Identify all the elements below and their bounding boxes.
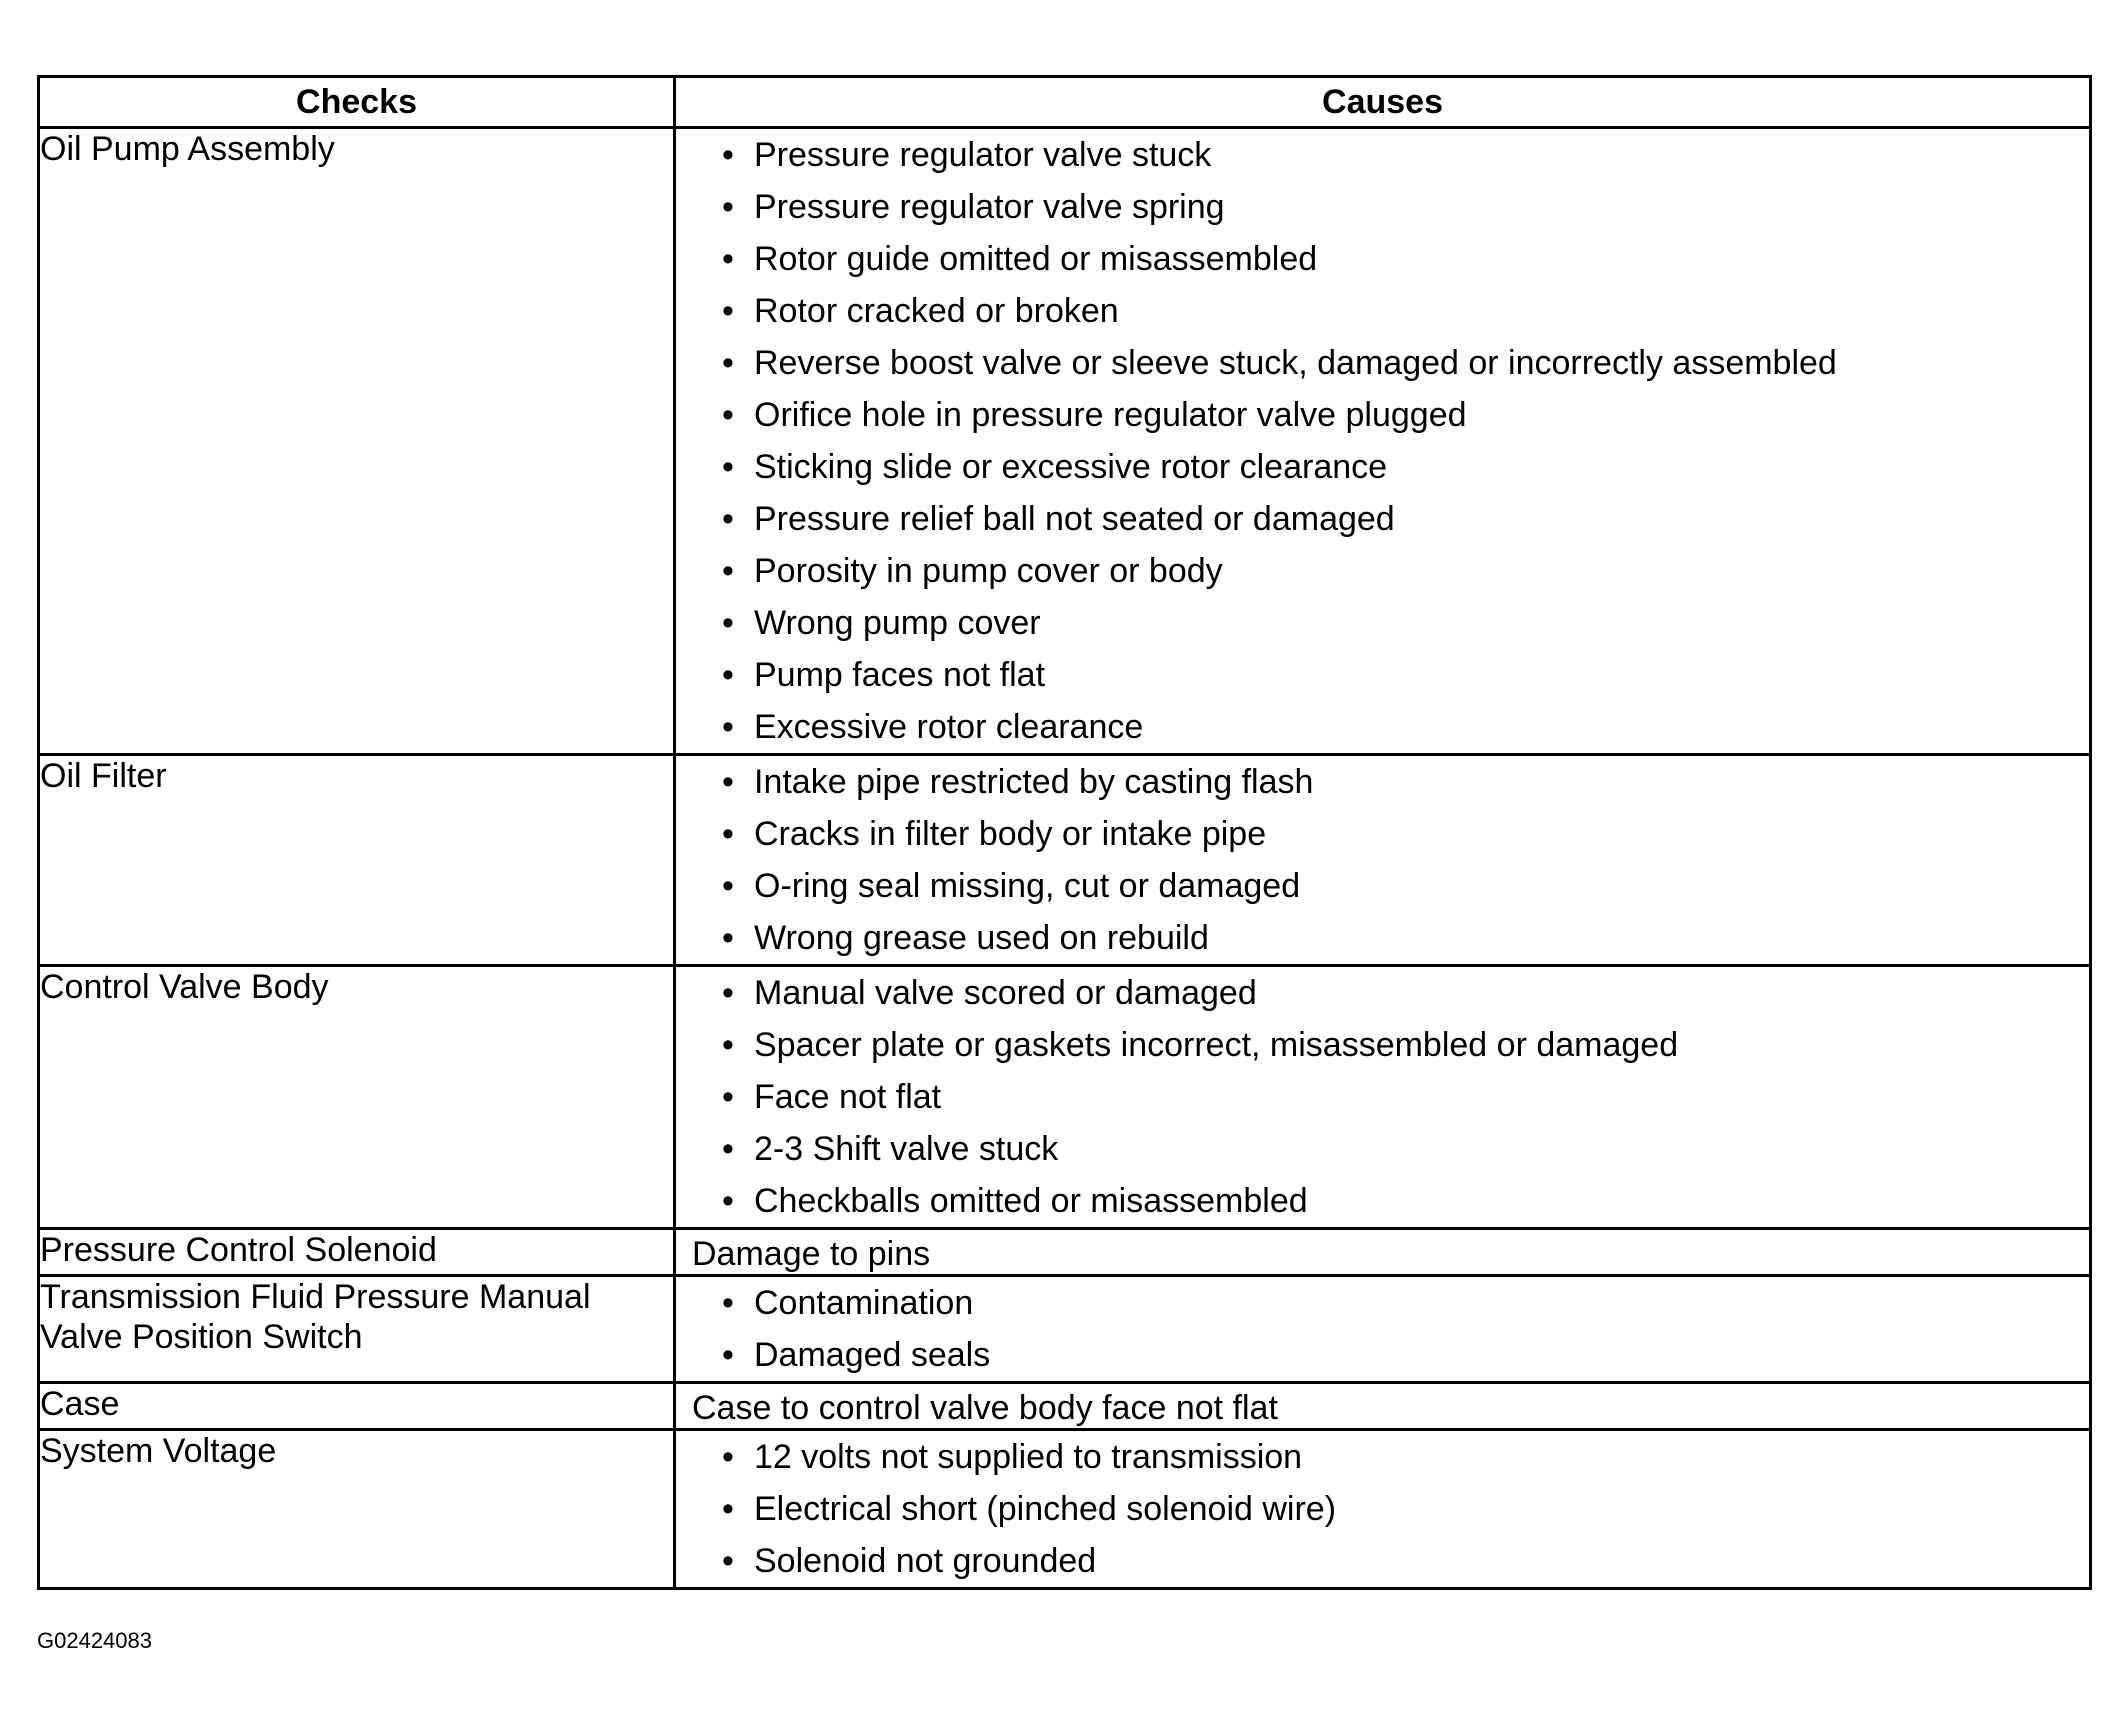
bullet-icon: •: [722, 919, 734, 957]
cause-text: Face not flat: [754, 1078, 942, 1116]
cause-item: [722, 912, 2089, 964]
cause-item: [722, 1483, 2089, 1535]
cause-item: [722, 441, 2089, 493]
cause-list: [676, 1277, 2089, 1381]
cause-text: Damage to pins: [692, 1235, 931, 1273]
bullet-icon: •: [722, 1336, 734, 1374]
cause-item: [722, 1277, 2089, 1329]
cause-text: 12 volts not supplied to transmission: [754, 1438, 1303, 1476]
cause-item: [722, 701, 2089, 753]
table-row: [39, 1276, 2091, 1383]
cause-text: Solenoid not grounded: [754, 1542, 1097, 1580]
cause-text: Case to control valve body face not flat: [692, 1389, 1278, 1427]
bullet-icon: •: [722, 552, 734, 590]
table-row: [39, 128, 2091, 755]
cause-item: [722, 545, 2089, 597]
figure-code: G02424083: [37, 1628, 152, 1653]
cause-item: [722, 1071, 2089, 1123]
cause-item: [722, 808, 2089, 860]
cause-item: [722, 1175, 2089, 1227]
causes-header: Causes: [675, 77, 2091, 128]
cause-cell: [675, 1383, 2091, 1430]
bullet-icon: •: [722, 1284, 734, 1322]
bullet-icon: •: [722, 1130, 734, 1168]
cause-item: [722, 493, 2089, 545]
bullet-icon: •: [722, 1438, 734, 1476]
bullet-icon: •: [722, 1026, 734, 1064]
check-cell: Control Valve Body: [39, 966, 675, 1229]
bullet-icon: •: [722, 656, 734, 694]
bullet-icon: •: [722, 867, 734, 905]
check-cell: Oil Pump Assembly: [39, 128, 675, 755]
bullet-icon: •: [722, 292, 734, 330]
table-body: [39, 128, 2091, 1589]
cause-item: [722, 389, 2089, 441]
cause-cell: [675, 755, 2091, 966]
checks-header: Checks: [39, 77, 675, 128]
cause-item: [722, 1123, 2089, 1175]
cause-item: [722, 649, 2089, 701]
cause-text: Reverse boost valve or sleeve stuck, damaged or incorrectly assembled: [754, 344, 1837, 382]
cause-cell: [675, 1430, 2091, 1589]
cause-text: Contamination: [754, 1284, 974, 1322]
header-row: [39, 77, 2091, 128]
cause-text: O-ring seal missing, cut or damaged: [754, 867, 1301, 905]
cause-text: Rotor guide omitted or misassembled: [754, 240, 1318, 278]
cause-text: Pressure relief ball not seated or damaged: [754, 500, 1395, 538]
cause-cell: [675, 128, 2091, 755]
cause-text: Intake pipe restricted by casting flash: [754, 763, 1314, 801]
cause-text: Cracks in filter body or intake pipe: [754, 815, 1267, 853]
check-cell: Oil Filter: [39, 755, 675, 966]
cause-item: [722, 967, 2089, 1019]
cause-text: Pressure regulator valve stuck: [754, 136, 1212, 174]
cause-list: [676, 1431, 2089, 1587]
bullet-icon: •: [722, 500, 734, 538]
cause-text: Orifice hole in pressure regulator valve plugged: [754, 396, 1467, 434]
table-row: [39, 755, 2091, 966]
bullet-icon: •: [722, 136, 734, 174]
cause-text: Sticking slide or excessive rotor clearance: [754, 448, 1388, 486]
cause-item: [722, 129, 2089, 181]
cause-text: Electrical short (pinched solenoid wire): [754, 1490, 1337, 1528]
cause-cell: [675, 1229, 2091, 1276]
bullet-icon: •: [722, 708, 734, 746]
cause-item: [722, 1019, 2089, 1071]
cause-list: [676, 967, 2089, 1227]
cause-item: [722, 860, 2089, 912]
table-row: [39, 1383, 2091, 1430]
bullet-icon: •: [722, 815, 734, 853]
cause-text: Pressure regulator valve spring: [754, 188, 1225, 226]
cause-item: [722, 597, 2089, 649]
bullet-icon: •: [722, 448, 734, 486]
table-row: [39, 1430, 2091, 1589]
check-cell: Case: [39, 1383, 675, 1430]
cause-item: [722, 233, 2089, 285]
cause-text: Manual valve scored or damaged: [754, 974, 1257, 1012]
cause-item: [722, 285, 2089, 337]
bullet-icon: •: [722, 240, 734, 278]
bullet-icon: •: [722, 396, 734, 434]
cause-item: [722, 1329, 2089, 1381]
check-cell: System Voltage: [39, 1430, 675, 1589]
cause-item: [722, 756, 2089, 808]
check-cell: Transmission Fluid Pressure Manual Valve Position Switch: [39, 1276, 675, 1383]
cause-text: Porosity in pump cover or body: [754, 552, 1223, 590]
cause-item: [722, 181, 2089, 233]
cause-item: [722, 1535, 2089, 1587]
table-row: [39, 1229, 2091, 1276]
cause-text: Damaged seals: [754, 1336, 991, 1374]
bullet-icon: •: [722, 188, 734, 226]
cause-text: Wrong pump cover: [754, 604, 1041, 642]
bullet-icon: •: [722, 1542, 734, 1580]
bullet-icon: •: [722, 344, 734, 382]
bullet-icon: •: [722, 763, 734, 801]
bullet-icon: •: [722, 604, 734, 642]
cause-text: Pump faces not flat: [754, 656, 1046, 694]
cause-list: [676, 129, 2089, 753]
cause-cell: [675, 966, 2091, 1229]
cause-list: [676, 756, 2089, 964]
cause-text: Wrong grease used on rebuild: [754, 919, 1209, 957]
cause-item: [722, 1431, 2089, 1483]
cause-text: 2-3 Shift valve stuck: [754, 1130, 1059, 1168]
cause-item: [722, 337, 2089, 389]
cause-text: Checkballs omitted or misassembled: [754, 1182, 1308, 1220]
bullet-icon: •: [722, 1078, 734, 1116]
diagnosis-table: [37, 75, 2092, 1590]
table-row: [39, 966, 2091, 1229]
cause-text: Rotor cracked or broken: [754, 292, 1119, 330]
cause-text: Spacer plate or gaskets incorrect, misassembled or damaged: [754, 1026, 1679, 1064]
cause-cell: [675, 1276, 2091, 1383]
bullet-icon: •: [722, 974, 734, 1012]
cause-text: Excessive rotor clearance: [754, 708, 1144, 746]
bullet-icon: •: [722, 1182, 734, 1220]
bullet-icon: •: [722, 1490, 734, 1528]
check-cell: Pressure Control Solenoid: [39, 1229, 675, 1276]
